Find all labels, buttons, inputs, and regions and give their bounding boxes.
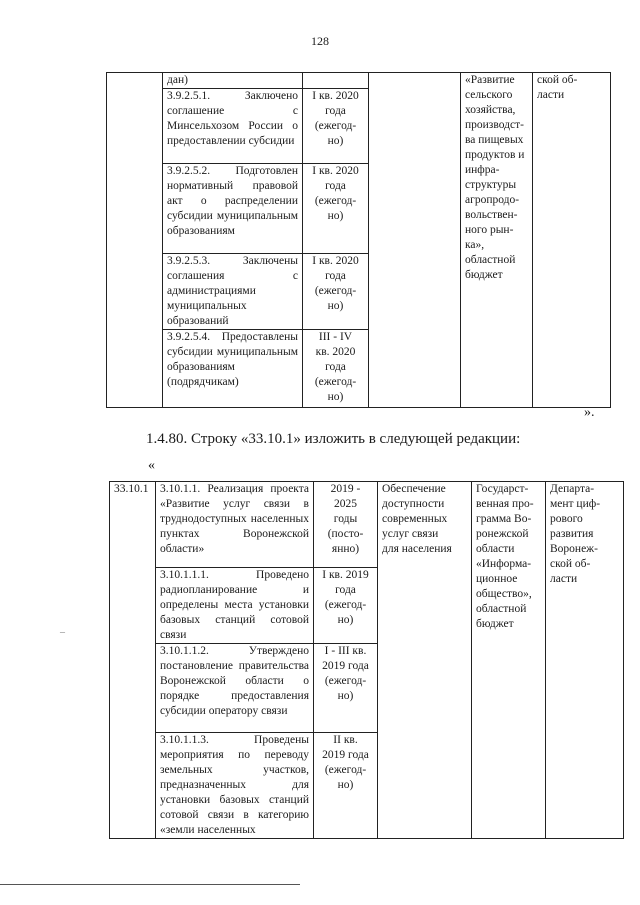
activity-cell: 3.9.2.5.4. Предоставлены субсидии муниципальным образованиям (подрядчикам) bbox=[163, 330, 303, 408]
result-cell: Обеспечение доступности современных услуг связи для населения bbox=[378, 482, 472, 839]
amendment-heading: 1.4.80. Строку «33.10.1» изложить в следующей редакции: bbox=[146, 431, 521, 447]
closing-quote: ». bbox=[584, 405, 595, 420]
result-cell bbox=[369, 73, 461, 408]
activity-cell: дан) bbox=[163, 73, 303, 89]
funding-source-cell: «Развитие сельского хозяйства, производст- ва пищевых продуктов и инфра- структуры агропродо- вольствен- ного рын- ка», областной бюджет bbox=[461, 73, 533, 408]
term-cell: II кв. 2019 года (ежегод- но) bbox=[314, 733, 378, 839]
table-row bbox=[110, 482, 624, 568]
term-cell: I кв. 2020 года (ежегод- но) bbox=[303, 254, 369, 330]
opening-quote: « bbox=[148, 458, 155, 473]
term-cell bbox=[303, 73, 369, 89]
footer-rule bbox=[0, 884, 300, 885]
code-cell bbox=[107, 73, 163, 408]
measures-table-continuation bbox=[106, 72, 611, 408]
term-cell: I кв. 2020 года (ежегод- но) bbox=[303, 89, 369, 164]
executor-cell: Департа- мент циф- рового развития Воронеж- ской об- ласти bbox=[546, 482, 624, 839]
term-cell: I кв. 2019 года (ежегод- но) bbox=[314, 568, 378, 644]
measures-table-new-revision bbox=[109, 481, 624, 839]
activity-cell: 3.9.2.5.1. Заключено соглашение с Минсельхозом России о предоставлении субсидии bbox=[163, 89, 303, 164]
margin-mark: – bbox=[60, 627, 65, 638]
page-number: 128 bbox=[311, 34, 329, 48]
term-cell: I кв. 2020 года (ежегод- но) bbox=[303, 164, 369, 254]
activity-cell: 3.9.2.5.2. Подготовлен нормативный правовой акт о распределении субсидии муниципальным образованиям bbox=[163, 164, 303, 254]
term-cell: 2019 - 2025 годы (посто- янно) bbox=[314, 482, 378, 568]
executor-cell: ской об- ласти bbox=[533, 73, 611, 408]
activity-cell: 3.10.1.1. Реализация проекта «Развитие услуг связи в труднодоступных населенных пунктах Воронежской области» bbox=[156, 482, 314, 568]
activity-cell: 3.10.1.1.1. Проведено радиопланирование и определены места установки базовых станций сотовой связи bbox=[156, 568, 314, 644]
funding-source-cell: Государст- венная про- грамма Во- ронежской области «Информа- ционное общество», областной бюджет bbox=[472, 482, 546, 839]
term-cell: III - IV кв. 2020 года (ежегод- но) bbox=[303, 330, 369, 408]
table-row bbox=[107, 73, 611, 89]
term-cell: I - III кв. 2019 года (ежегод- но) bbox=[314, 644, 378, 733]
activity-cell: 3.10.1.1.3. Проведены мероприятия по переводу земельных участков, предназначенных для установки базовых станций сотовой связи в категорию «земли населенных bbox=[156, 733, 314, 839]
activity-cell: 3.10.1.1.2. Утверждено постановление правительства Воронежской области о порядке предоставления субсидии оператору связи bbox=[156, 644, 314, 733]
code-cell: 33.10.1 bbox=[110, 482, 156, 839]
activity-cell: 3.9.2.5.3. Заключены соглашения с администрациями муниципальных образований bbox=[163, 254, 303, 330]
